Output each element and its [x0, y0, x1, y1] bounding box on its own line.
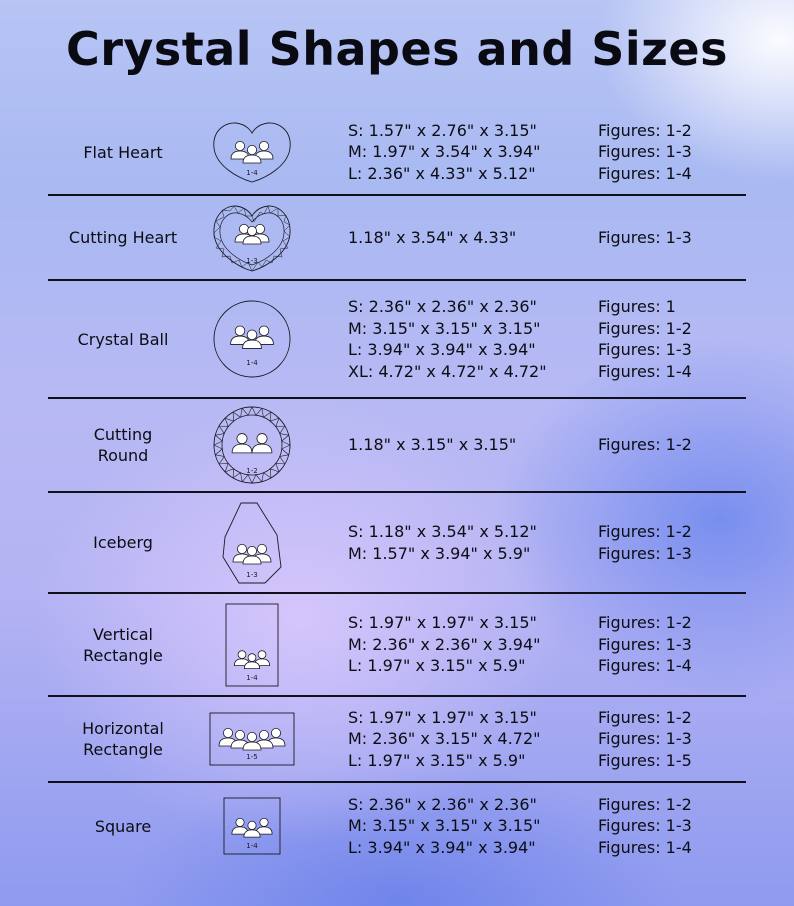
shape-name [48, 399, 198, 491]
shape-name-line: Cutting Heart [68, 228, 178, 247]
size-line: S: 1.57" x 2.76" x 3.15" [348, 120, 537, 140]
figures-line: Figures: 1-5 [598, 750, 692, 770]
shape-name-line: Round [97, 446, 149, 465]
size-line: L: 3.94" x 3.94" x 3.94" [348, 340, 536, 359]
figures-line: Figures: 1-2 [598, 120, 692, 140]
size-line: L: 2.36" x 4.33" x 5.12" [348, 163, 536, 183]
figures-line: Figures: 1-4 [598, 656, 692, 676]
size-line: L: 1.97" x 3.15" x 5.9" [348, 656, 526, 676]
figures-line: Figures: 1-3 [598, 227, 692, 247]
figures-line: Figures: 1-4 [598, 163, 692, 183]
figures-column [598, 594, 746, 695]
horizontal-rectangle-icon [202, 697, 302, 781]
shape-name-line: Rectangle [83, 645, 163, 665]
shape-name [48, 281, 198, 397]
capacity-label: 1-4 [246, 359, 258, 367]
shape-name-line: Crystal Ball [77, 329, 169, 349]
shape-name-line: Square [94, 816, 152, 836]
size-line: S: 2.36" x 2.36" x 2.36" [348, 297, 537, 316]
shape-name [48, 697, 198, 781]
capacity-label: 1-2 [246, 467, 258, 475]
capacity-label: 1-4 [246, 169, 258, 177]
sizes-column [348, 196, 588, 279]
shape-name-line: Rectangle [83, 740, 163, 759]
figures-column [598, 110, 746, 194]
sizes-column [348, 783, 588, 869]
figures-line: Figures: 1-2 [598, 794, 692, 814]
figures-line: Figures: 1-4 [598, 837, 692, 857]
capacity-label: 1-4 [246, 842, 258, 850]
size-line: M: 2.36" x 2.36" x 3.94" [348, 634, 541, 654]
size-line: S: 1.18" x 3.54" x 5.12" [348, 522, 537, 541]
size-line: 1.18" x 3.15" x 3.15" [348, 435, 517, 455]
figures-line: Figures: 1 [598, 297, 676, 316]
vertical-rectangle-icon [202, 594, 302, 695]
size-line: L: 3.94" x 3.94" x 3.94" [348, 837, 536, 857]
shape-name-line: Flat Heart [83, 142, 163, 162]
capacity-label: 1-3 [246, 256, 258, 265]
size-line: S: 1.97" x 1.97" x 3.15" [348, 613, 537, 633]
size-line: M: 3.15" x 3.15" x 3.15" [348, 318, 541, 338]
flat-heart-icon [202, 110, 302, 194]
sizes-column [348, 281, 588, 397]
figures-column [598, 783, 746, 869]
size-line: M: 1.97" x 3.54" x 3.94" [348, 142, 541, 162]
shape-row-iceberg [48, 493, 746, 594]
figures-column [598, 399, 746, 491]
shape-row-horizontal-rectangle [48, 697, 746, 783]
size-line: M: 2.36" x 3.15" x 4.72" [348, 729, 541, 749]
figures-line: Figures: 1-3 [598, 543, 692, 563]
sizes-column [348, 697, 588, 781]
shape-name-line: Horizontal [82, 719, 164, 738]
figures-line: Figures: 1-2 [598, 613, 692, 633]
figures-line: Figures: 1-2 [598, 318, 692, 338]
shape-name [48, 783, 198, 869]
figures-line: Figures: 1-3 [598, 634, 692, 654]
shape-row-cutting-round [48, 399, 746, 493]
size-line: M: 3.15" x 3.15" x 3.15" [348, 816, 541, 836]
figures-column [598, 281, 746, 397]
shape-name-line: Cutting [93, 425, 153, 444]
square-icon [202, 783, 302, 869]
figures-column [598, 493, 746, 592]
figures-line: Figures: 1-4 [598, 361, 692, 381]
figures-line: Figures: 1-2 [598, 435, 692, 455]
figures-column [598, 196, 746, 279]
figures-line: Figures: 1-3 [598, 340, 692, 359]
cutting-round-icon [202, 399, 302, 491]
shape-name [48, 196, 198, 279]
figures-line: Figures: 1-2 [598, 522, 692, 541]
sizes-column [348, 493, 588, 592]
size-line: XL: 4.72" x 4.72" x 4.72" [348, 361, 547, 381]
size-line: S: 1.97" x 1.97" x 3.15" [348, 707, 537, 727]
person-figure-icon [232, 434, 252, 453]
size-line: 1.18" x 3.54" x 4.33" [348, 227, 517, 247]
shape-name-line: Iceberg [93, 533, 153, 552]
iceberg-icon [202, 493, 302, 592]
sizes-column [348, 594, 588, 695]
shape-name-line: Vertical [93, 624, 153, 644]
shape-name [48, 493, 198, 592]
figures-line: Figures: 1-3 [598, 816, 692, 836]
shape-row-square [48, 783, 746, 869]
figures-column [598, 697, 746, 781]
capacity-label: 1-3 [246, 570, 258, 579]
capacity-label: 1-5 [246, 753, 258, 761]
size-line: L: 1.97" x 3.15" x 5.9" [348, 750, 526, 770]
shape-row-flat-heart [48, 110, 746, 196]
shape-name [48, 110, 198, 194]
size-line: M: 1.57" x 3.94" x 5.9" [348, 543, 531, 563]
shape-row-vertical-rectangle [48, 594, 746, 697]
person-figure-icon [252, 434, 272, 453]
figures-line: Figures: 1-3 [598, 729, 692, 749]
shape-row-cutting-heart [48, 196, 746, 281]
shape-row-crystal-ball [48, 281, 746, 399]
sizes-column [348, 110, 588, 194]
page-title: Crystal Shapes and Sizes [65, 22, 729, 76]
size-line: S: 2.36" x 2.36" x 2.36" [348, 794, 537, 814]
figures-line: Figures: 1-3 [598, 142, 692, 162]
crystal-ball-icon [202, 281, 302, 397]
capacity-label: 1-4 [246, 673, 258, 682]
shape-name [48, 594, 198, 695]
figures-line: Figures: 1-2 [598, 707, 692, 727]
sizes-column [348, 399, 588, 491]
cutting-heart-icon [202, 196, 302, 279]
